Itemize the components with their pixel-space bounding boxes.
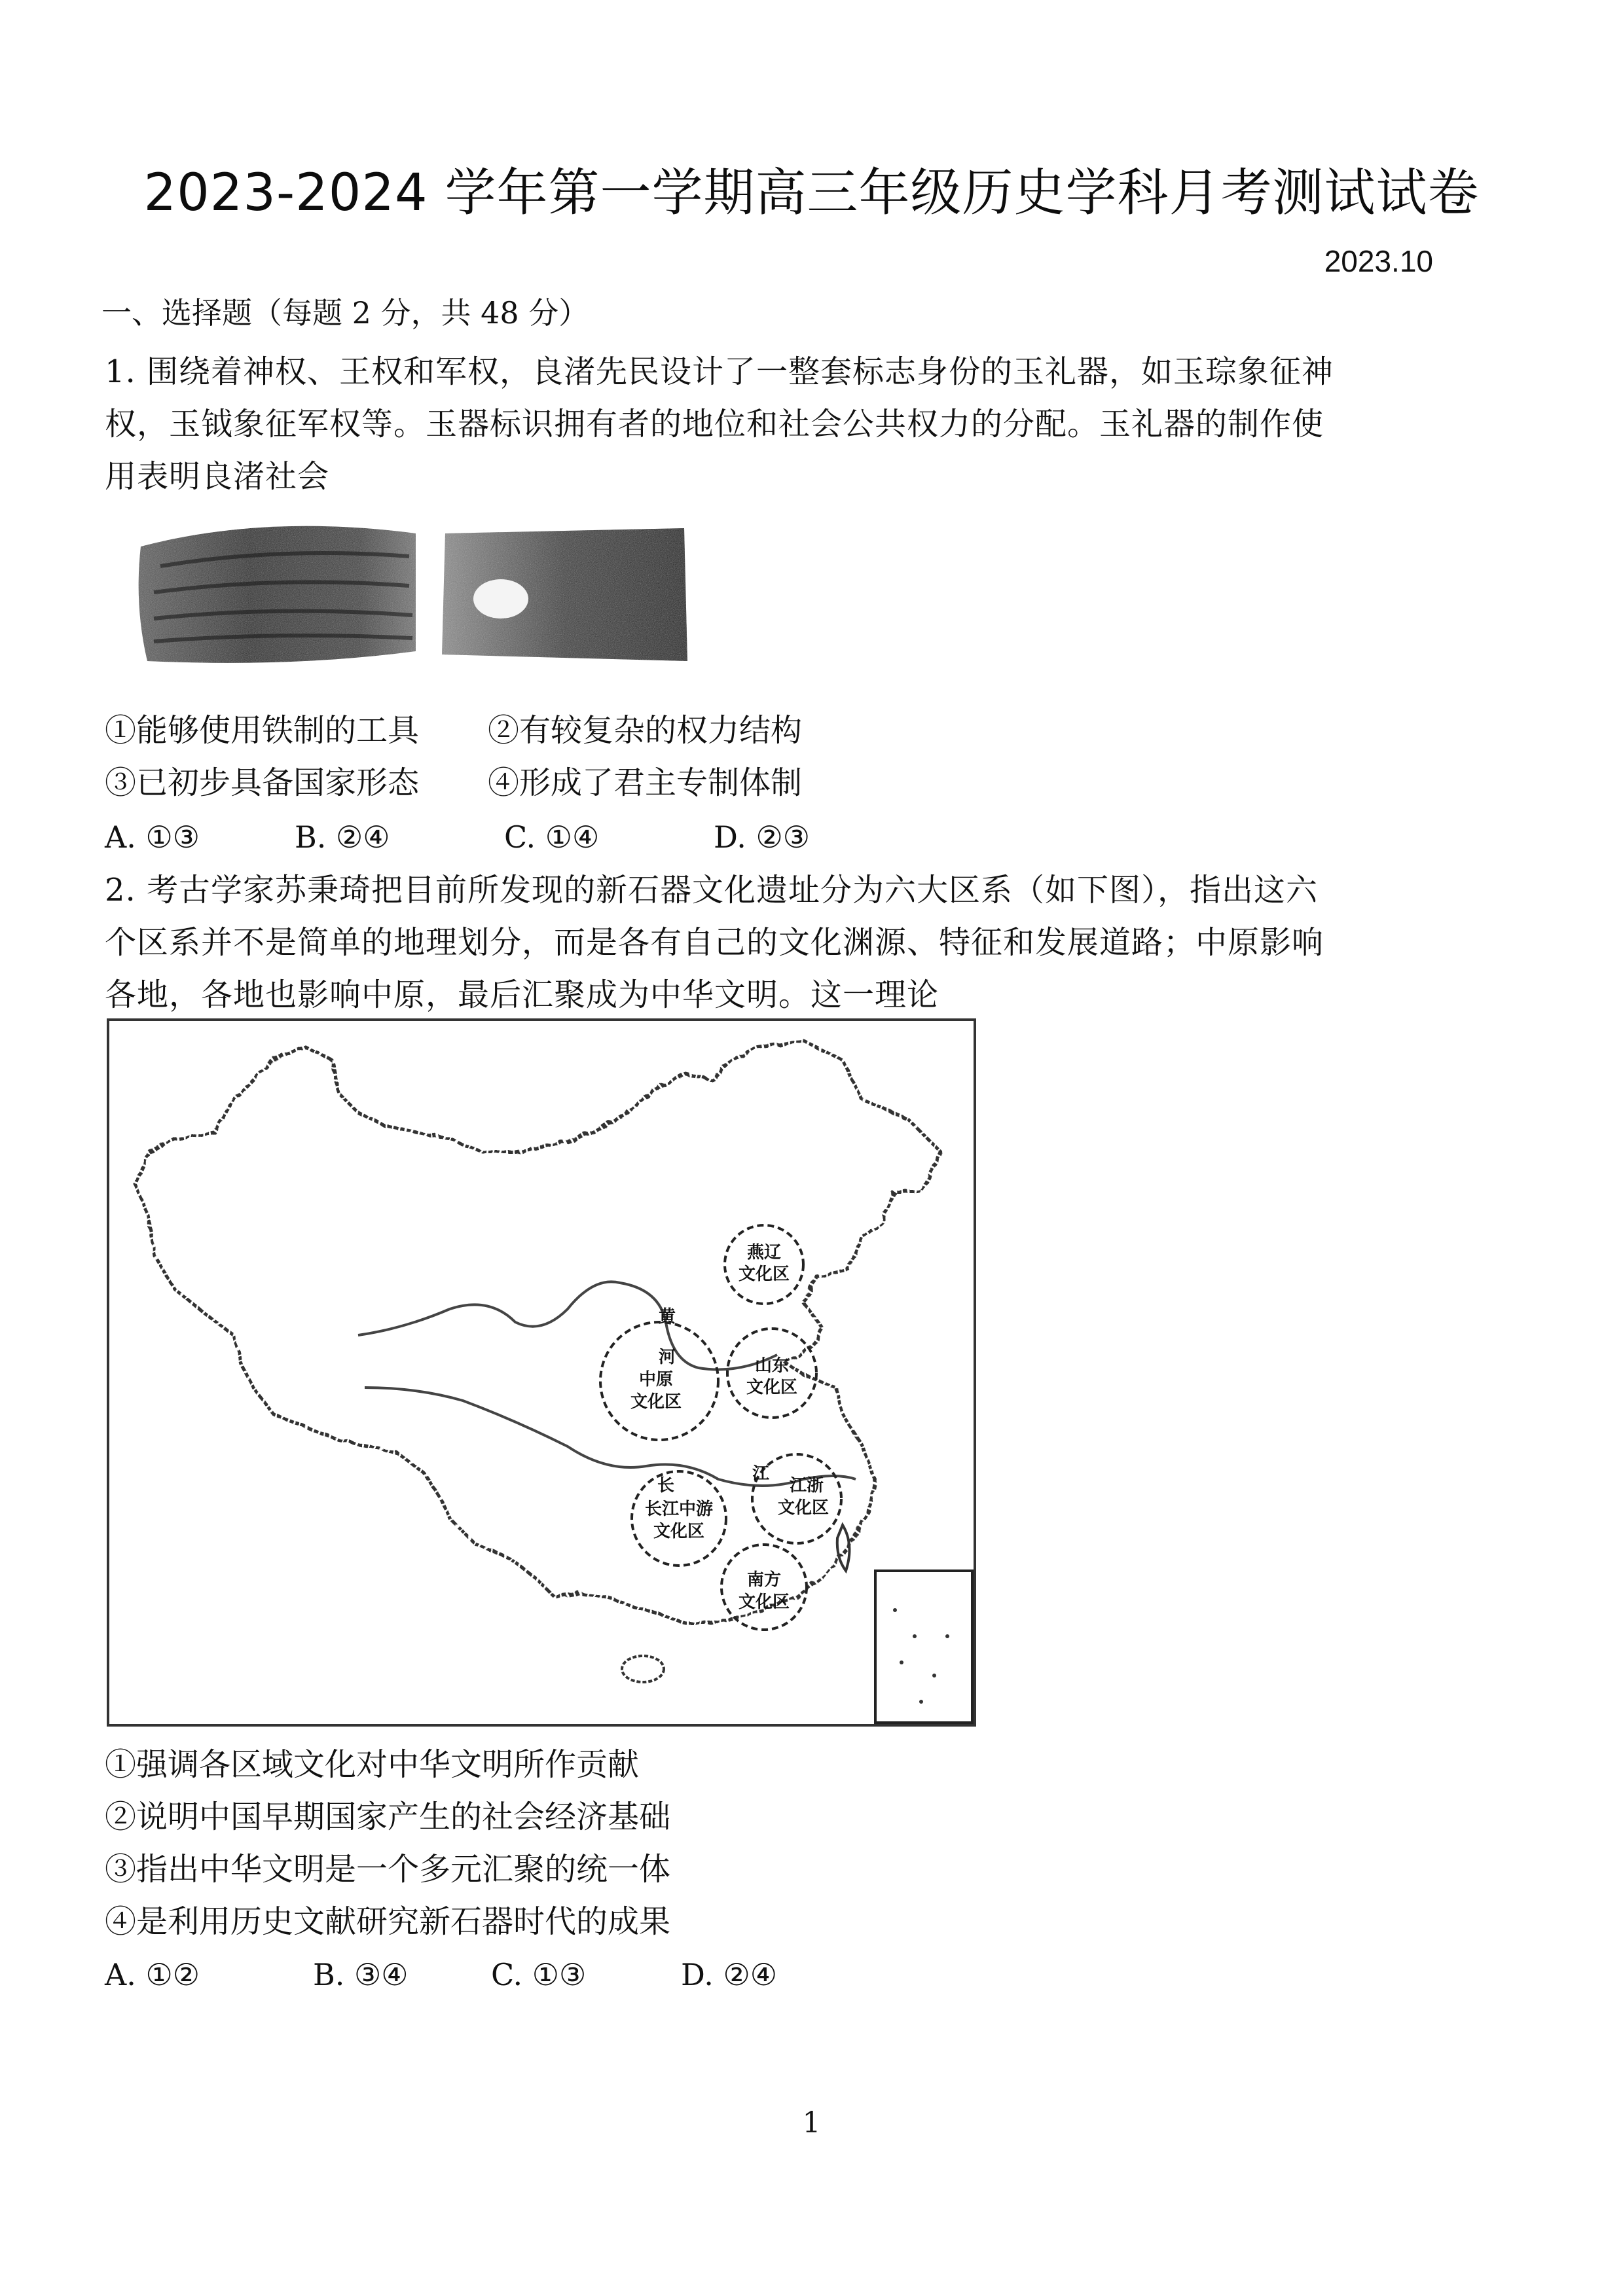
label-jiangzhe-1: 江浙 xyxy=(789,1476,824,1496)
neolithic-culture-map xyxy=(107,1018,976,1727)
section-heading: 一、选择题（每题 2 分，共 48 分） xyxy=(101,295,589,331)
q2-line-3: 各地，各地也影响中原，最后汇聚成为中华文明。这一理论 xyxy=(105,977,939,1013)
q2-line-1: 2. 考古学家苏秉琦把目前所发现的新石器文化遗址分为六大区系（如下图），指出这六 xyxy=(105,872,1319,908)
label-liaohe-2: 文化区 xyxy=(738,1265,790,1284)
label-nanfang-2: 文化区 xyxy=(738,1592,790,1612)
label-zhongyuan-1: 中原 xyxy=(638,1370,674,1390)
q1-choices xyxy=(105,819,810,855)
label-zhongyuan-2: 文化区 xyxy=(630,1392,682,1412)
label-nanfang-1: 南方 xyxy=(746,1570,782,1590)
jade-yue-photo xyxy=(442,528,687,661)
q2-option-2: ②说明中国早期国家产生的社会经济基础 xyxy=(105,1799,671,1835)
label-shandong-2: 文化区 xyxy=(746,1378,798,1397)
exam-date: 2023.10 xyxy=(1324,244,1433,278)
q2-option-4: ④是利用历史文献研究新石器时代的成果 xyxy=(105,1903,671,1940)
page-number: 1 xyxy=(802,2106,821,2140)
jade-cong-photo xyxy=(139,526,416,663)
label-he: 河 xyxy=(658,1348,676,1367)
q2-stem xyxy=(105,864,1427,1021)
label-huang: 黄 xyxy=(658,1307,676,1327)
label-jiangzhe-2: 文化区 xyxy=(777,1498,830,1518)
q1-line-2: 权，玉钺象征军权等。玉器标识拥有者的地位和社会公共权力的分配。玉礼器的制作使 xyxy=(105,406,1324,442)
south-china-sea-inset xyxy=(875,1571,972,1723)
jade-artifacts-image xyxy=(134,520,691,671)
q1-choice-a[interactable]: A. ①③ xyxy=(105,819,200,855)
q1-option-2: ②有较复杂的权力结构 xyxy=(488,712,803,749)
page-title: 2023-2024 学年第一学期高三年级历史学科月考测试试卷 xyxy=(143,164,1480,223)
label-shandong-1: 山东 xyxy=(754,1356,790,1376)
q1-stem xyxy=(105,346,1427,503)
q1-line-3: 用表明良渚社会 xyxy=(105,458,330,495)
label-jiang: 江 xyxy=(752,1464,770,1484)
q1-choice-d[interactable]: D. ②③ xyxy=(714,819,810,855)
q2-option-3: ③指出中华文明是一个多元汇聚的统一体 xyxy=(105,1851,671,1888)
q2-choices xyxy=(105,1957,777,1992)
yellow-river xyxy=(358,1282,777,1369)
q1-option-1: ①能够使用铁制的工具 xyxy=(105,712,420,749)
q2-choice-a[interactable]: A. ①② xyxy=(105,1957,200,1992)
q2-option-1: ①强调各区域文化对中华文明所作贡献 xyxy=(105,1746,640,1783)
q1-option-4: ④形成了君主专制体制 xyxy=(488,764,803,801)
q1-choice-c[interactable]: C. ①④ xyxy=(504,819,600,855)
label-liaohe-1: 燕辽 xyxy=(746,1243,782,1263)
yangtze-river xyxy=(365,1388,856,1486)
q1-choice-b[interactable]: B. ②④ xyxy=(295,819,390,855)
q2-line-2: 个区系并不是简单的地理划分，而是各有自己的文化渊源、特征和发展道路；中原影响 xyxy=(105,924,1324,961)
q1-line-1: 1. 围绕着神权、王权和军权，良渚先民设计了一整套标志身份的玉礼器，如玉琮象征神 xyxy=(105,353,1334,390)
q2-choice-d[interactable]: D. ②④ xyxy=(681,1957,777,1992)
q2-choice-b[interactable]: B. ③④ xyxy=(313,1957,409,1992)
q1-option-3: ③已初步具备国家形态 xyxy=(105,764,420,801)
label-changjiang-1: 长江中游 xyxy=(644,1499,714,1519)
label-changjiang-2: 文化区 xyxy=(653,1522,705,1541)
china-outline-map xyxy=(109,1021,974,1724)
label-chang: 长 xyxy=(657,1476,675,1496)
q2-choice-c[interactable]: C. ①③ xyxy=(491,1957,587,1992)
